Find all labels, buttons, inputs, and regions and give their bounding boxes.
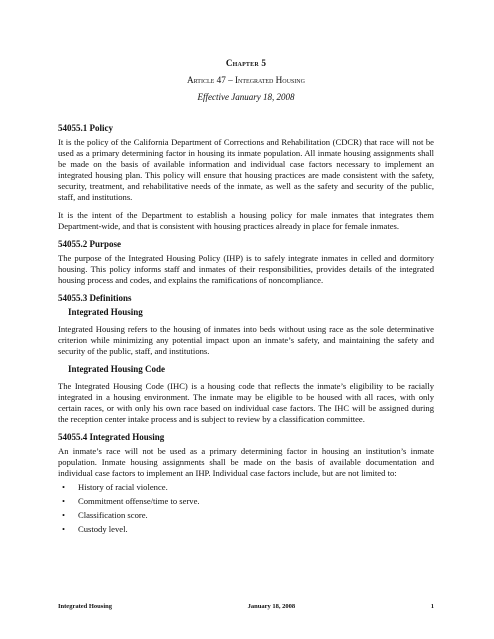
case-factors-list [58, 482, 434, 535]
integrated-housing-paragraph: An inmate’s race will not be used as a primary determining factor in housing an institution’s inmate population. Inmate housing assignments shall be made on the basis of available documentation and individual case factors to implement an IHP. Individual case factors include, but are not limited to: [58, 446, 434, 478]
list-item-text: Custody level. [78, 524, 128, 534]
document-heading [58, 58, 434, 103]
article-title: Article 47 – Integrated Housing [187, 75, 305, 85]
purpose-paragraph: The purpose of the Integrated Housing Policy (IHP) is to safely integrate inmates in celled and dormitory housing. This policy informs staff and inmates of their responsibilities, provides details of the integrated housing process and codes, and explains the ramifications of noncompliance. [58, 253, 434, 285]
list-item-text: History of racial violence. [78, 482, 168, 492]
section-title-policy: 54055.1 Policy [58, 123, 113, 133]
footer-title: Integrated Housing [58, 603, 112, 610]
footer-date: January 18, 2008 [247, 603, 296, 610]
section-title-integrated-housing: 54055.4 Integrated Housing [58, 432, 165, 442]
section-title-definitions: 54055.3 Definitions [58, 293, 132, 303]
section-purpose [58, 239, 434, 286]
definition-integrated-housing-code: The Integrated Housing Code (IHC) is a housing code that reflects the inmate’s eligibility to be racially integrated in a housing environment. The inmate may be eligible to be housed with all races, with only certain races, or with only his own race based on individual case factors. The IHC will be assigned during the reception center intake process and is subject to review by a classification committee. [58, 381, 434, 424]
policy-paragraph-2: It is the intent of the Department to establish a housing policy for male inmates that integrates them Department-wide, and that is consistent with housing practices already in place for female inmates. [58, 210, 434, 231]
chapter-title: Chapter 5 [225, 58, 267, 68]
section-integrated-housing [58, 432, 434, 535]
list-item-text: Classification score. [78, 510, 148, 520]
definition-heading-integrated-housing-code: Integrated Housing Code [68, 364, 166, 374]
effective-date: Effective January 18, 2008 [197, 92, 295, 102]
section-definitions [58, 293, 434, 425]
bullet-icon: • [62, 510, 66, 520]
page-number: 1 [430, 603, 434, 610]
list-item [58, 496, 434, 507]
list-item [58, 510, 434, 521]
list-item [58, 482, 434, 493]
section-policy [58, 123, 434, 232]
policy-paragraph-1: It is the policy of the California Department of Corrections and Rehabilitation (CDCR) that race will not be used as a primary determining factor in housing its inmate population. All inmate housing assignments shall be made on the basis of available information and individual case factors necessary to implement an integrated housing plan. This policy will ensure that housing practices are made consistent with the safety, security, treatment, and rehabilitative needs of the inmate, as well as the safety and security of the public, staff, and institutions. [58, 137, 434, 202]
bullet-icon: • [62, 496, 66, 506]
page-footer [58, 603, 434, 610]
page-content [58, 58, 434, 538]
bullet-icon: • [62, 482, 66, 492]
list-item-text: Commitment offense/time to serve. [78, 496, 200, 506]
definition-integrated-housing: Integrated Housing refers to the housing of inmates into beds without using race as the sole determinative criterion while minimizing any potential impact upon an inmate’s safety, and maintaining the safety and security of the public, staff, and institutions. [58, 324, 434, 356]
definition-heading-integrated-housing: Integrated Housing [68, 307, 143, 317]
list-item [58, 524, 434, 535]
bullet-icon: • [62, 524, 66, 534]
section-title-purpose: 54055.2 Purpose [58, 239, 121, 249]
